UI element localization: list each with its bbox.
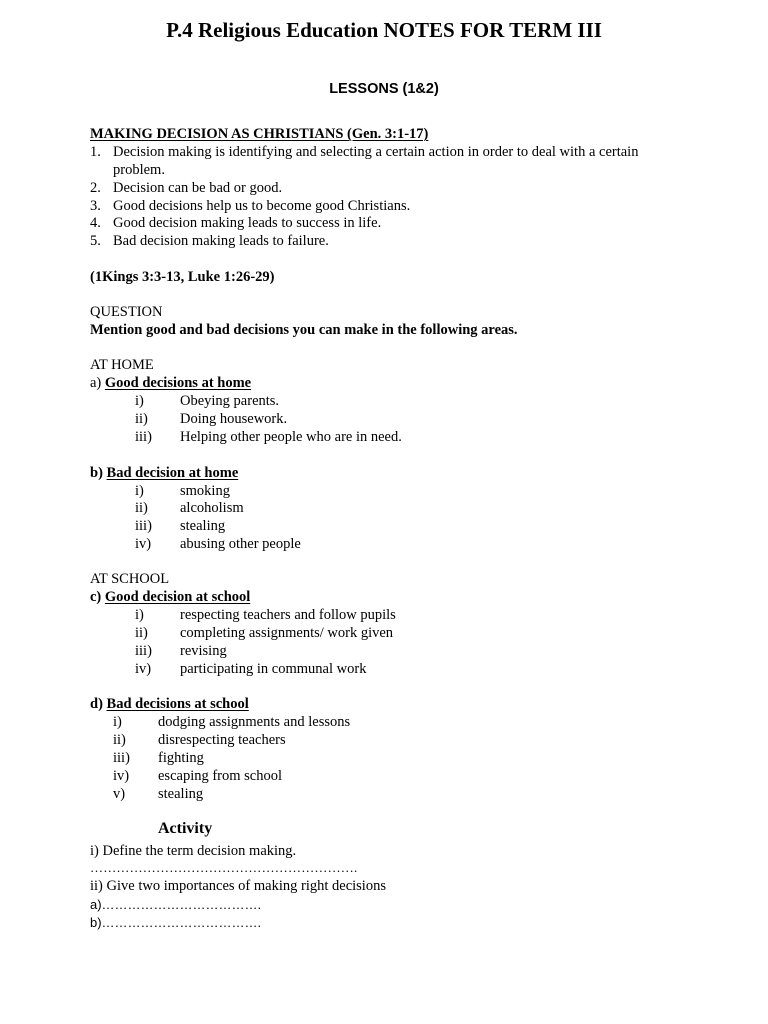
roman-numeral: ii) bbox=[135, 625, 148, 641]
list-text: Decision can be bad or good. bbox=[113, 180, 283, 196]
roman-numeral: i) bbox=[135, 607, 144, 623]
subheading-prefix: d) bbox=[90, 696, 107, 712]
subheading-a bbox=[90, 374, 251, 392]
list-text: problem. bbox=[113, 162, 165, 178]
roman-numeral: iii) bbox=[113, 750, 130, 766]
roman-numeral: ii) bbox=[135, 411, 148, 427]
subheading-title: Good decisions at home bbox=[104, 375, 252, 391]
roman-numeral: iii) bbox=[135, 429, 152, 445]
subheading-d bbox=[90, 695, 249, 713]
list-text: abusing other people bbox=[180, 536, 301, 552]
list-text: alcoholism bbox=[180, 500, 244, 516]
roman-numeral: ii) bbox=[113, 732, 126, 748]
list-number: 1. bbox=[90, 144, 101, 160]
list-text: revising bbox=[180, 643, 227, 659]
list-text: escaping from school bbox=[158, 768, 283, 784]
list-text: Helping other people who are in need. bbox=[180, 429, 402, 445]
subheading-title: Bad decision at home bbox=[106, 465, 239, 481]
list-text: Good decision making leads to success in life. bbox=[113, 215, 382, 231]
page-title: P.4 Religious Education NOTES FOR TERM III bbox=[166, 18, 602, 42]
list-text: Bad decision making leads to failure. bbox=[113, 233, 329, 249]
list-number: 5. bbox=[90, 233, 101, 249]
activity-question-2: ii) Give two importances of making right decisions bbox=[90, 878, 386, 894]
list-text: participating in communal work bbox=[180, 661, 367, 677]
subheading-b bbox=[90, 464, 238, 482]
list-text: dodging assignments and lessons bbox=[158, 714, 351, 730]
question-label: QUESTION bbox=[90, 304, 163, 320]
list-text: completing assignments/ work given bbox=[180, 625, 394, 641]
lessons-heading: LESSONS (1&2) bbox=[329, 81, 439, 97]
subheading-c bbox=[90, 588, 250, 606]
roman-numeral: v) bbox=[113, 786, 126, 802]
roman-numeral: iv) bbox=[135, 536, 152, 552]
roman-numeral: iii) bbox=[135, 518, 152, 534]
list-text: respecting teachers and follow pupils bbox=[180, 607, 396, 623]
list-text: Obeying parents. bbox=[180, 393, 280, 409]
question-text: Mention good and bad decisions you can make in the following areas. bbox=[90, 322, 518, 338]
list-text: Doing housework. bbox=[180, 411, 288, 427]
roman-numeral: iv) bbox=[113, 768, 130, 784]
list-text: Good decisions help us to become good Christians. bbox=[113, 198, 411, 214]
list-text: stealing bbox=[180, 518, 226, 534]
subheading-prefix: c) bbox=[90, 589, 105, 605]
roman-numeral: ii) bbox=[135, 500, 148, 516]
section-heading: MAKING DECISION AS CHRISTIANS (Gen. 3:1-17) bbox=[90, 126, 429, 142]
roman-numeral: i) bbox=[135, 483, 144, 499]
at-home-heading: AT HOME bbox=[90, 357, 154, 373]
answer-line-b: b)………………………………. bbox=[90, 915, 262, 930]
subheading-title: Bad decisions at school bbox=[106, 696, 249, 712]
list-text: smoking bbox=[180, 483, 230, 499]
at-school-heading: AT SCHOOL bbox=[90, 571, 170, 587]
answer-line-a: a)………………………………. bbox=[90, 897, 262, 912]
subheading-prefix: b) bbox=[90, 465, 107, 481]
bible-reference: (1Kings 3:3-13, Luke 1:26-29) bbox=[90, 269, 275, 285]
list-text: fighting bbox=[158, 750, 204, 766]
roman-numeral: i) bbox=[113, 714, 122, 730]
subheading-title: Good decision at school bbox=[104, 589, 251, 605]
list-text: disrespecting teachers bbox=[158, 732, 286, 748]
list-number: 4. bbox=[90, 215, 101, 231]
answer-dotted-line: ……………………………………………………. bbox=[90, 860, 358, 875]
subheading-prefix: a) bbox=[90, 375, 105, 391]
roman-numeral: iii) bbox=[135, 643, 152, 659]
list-text: Decision making is identifying and selecting a certain action in order to deal with a certain bbox=[113, 144, 639, 160]
activity-question-1: i) Define the term decision making. bbox=[90, 843, 297, 859]
list-text: stealing bbox=[158, 786, 204, 802]
list-number: 3. bbox=[90, 198, 101, 214]
roman-numeral: i) bbox=[135, 393, 144, 409]
list-number: 2. bbox=[90, 180, 101, 196]
activity-heading: Activity bbox=[158, 820, 213, 837]
roman-numeral: iv) bbox=[135, 661, 152, 677]
